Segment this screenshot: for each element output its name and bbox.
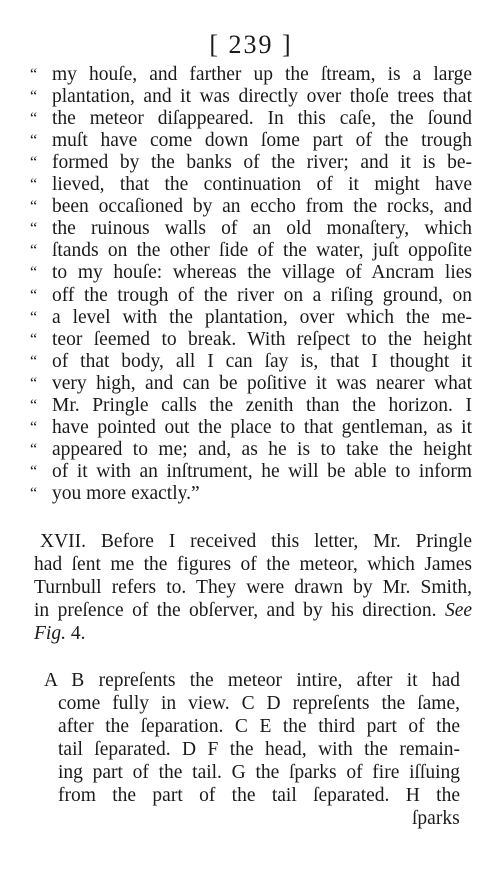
quote-line: of it with an inſtrument, he will be able to inform (52, 461, 472, 482)
quote-line: very high, and can be poſitive it was nearer what (52, 373, 472, 394)
quote-mark: “ (30, 419, 38, 436)
quote-line: have pointed out the place to that gentleman, as it (52, 417, 472, 438)
figure-reference-see: See (444, 600, 473, 621)
quote-line: lieved, that the continuation of it might have (52, 174, 472, 195)
quote-line: to my houſe: whereas the village of Ancram lies (52, 262, 472, 283)
quote-mark: “ (30, 353, 38, 370)
quote-line: off the trough of the river on a riſing ground, on (52, 285, 472, 306)
quote-line: of that body, all I can ſay is, that I thought it (52, 351, 472, 372)
quote-line: ſtands on the other ſide of the water, juſt oppoſite (52, 240, 472, 261)
quote-mark: “ (30, 154, 38, 171)
quote-mark: “ (30, 485, 38, 502)
quote-line: been occaſioned by an eccho from the rocks, and (52, 196, 472, 217)
quote-line: the meteor diſappeared. In this caſe, the ſound (52, 108, 472, 129)
paragraph-line: A B repreſents the meteor intire, after it had (44, 670, 460, 691)
quote-mark: “ (30, 264, 38, 281)
figure-reference-fig: Fig. (34, 623, 66, 644)
paragraph-line: from the part of the tail ſeparated. H the (58, 785, 460, 806)
paragraph-line: tail ſeparated. D F the head, with the remain- (58, 739, 460, 760)
page-number-header: [ 239 ] (209, 30, 293, 59)
quote-mark: “ (30, 441, 38, 458)
quote-line: a level with the plantation, over which the me- (52, 307, 472, 328)
quote-line: formed by the banks of the river; and it is be- (52, 152, 472, 173)
quote-line: the ruinous walls of an old monaſtery, which (52, 218, 472, 239)
quote-mark: “ (30, 397, 38, 414)
quote-mark: “ (30, 375, 38, 392)
quote-line: appeared to me; and, as he is to take the height (52, 439, 472, 460)
paragraph-line: after the ſeparation. C E the third part of the (58, 716, 460, 737)
quote-mark: “ (30, 132, 38, 149)
quote-mark: “ (30, 176, 38, 193)
quote-line: Mr. Pringle calls the zenith than the horizon. I (52, 395, 472, 416)
quote-line: my houſe, and farther up the ſtream, is a large (52, 64, 472, 85)
paragraph-line (34, 623, 472, 645)
quote-mark: “ (30, 220, 38, 237)
quote-mark: “ (30, 287, 38, 304)
paragraph-line: come fully in view. C D repreſents the ſame, (58, 693, 460, 714)
quote-mark: “ (30, 198, 38, 215)
figure-number: 4. (70, 623, 86, 644)
paragraph-line: Turnbull refers to. They were drawn by Mr. Smith, (34, 577, 472, 598)
catchword: ſparks (412, 808, 460, 829)
quote-mark: “ (30, 88, 38, 105)
quote-line: plantation, and it was directly over thoſe trees that (52, 86, 472, 107)
quote-mark: “ (30, 242, 38, 259)
paragraph-line: ing part of the tail. G the ſparks of fire iſſuing (58, 762, 460, 783)
quote-mark: “ (30, 331, 38, 348)
quote-line: you more exactly.” (52, 483, 200, 504)
paragraph-line (34, 600, 472, 622)
quote-line: teor ſeemed to break. With reſpect to the height (52, 329, 472, 350)
quote-mark: “ (30, 66, 38, 83)
quote-mark: “ (30, 309, 38, 326)
paragraph-line: had ſent me the figures of the meteor, which James (34, 554, 472, 575)
quote-line: muſt have come down ſome part of the trough (52, 130, 472, 151)
quote-mark: “ (30, 463, 38, 480)
quote-mark: “ (30, 110, 38, 127)
paragraph-line: XVII. Before I received this letter, Mr. Pringle (40, 531, 472, 552)
paragraph-text: in preſence of the obſerver, and by his direction. (34, 600, 437, 621)
